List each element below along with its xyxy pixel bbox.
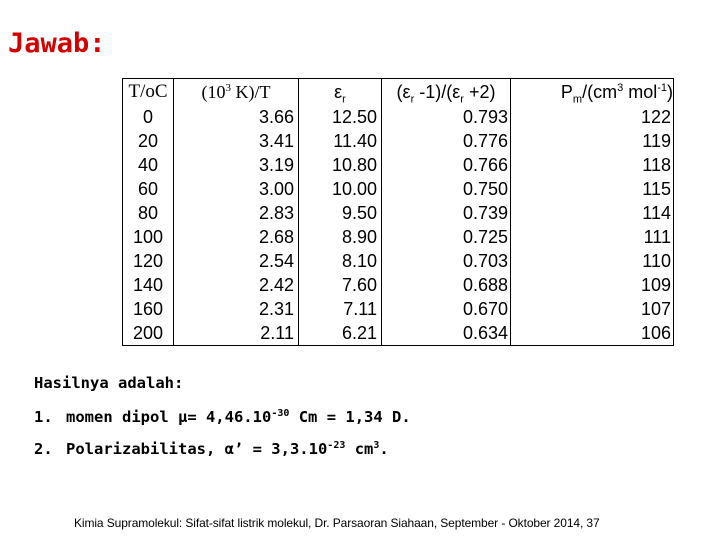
cell-clausius-ratio: 0.739 [382, 201, 511, 225]
cell-temperature: 80 [123, 201, 174, 225]
cell-inverse-temperature: 3.00 [258, 179, 294, 199]
cell-temperature: 120 [123, 249, 174, 273]
header-temperature: T/oC [123, 79, 174, 106]
cell-permittivity: 7.11 [299, 297, 382, 321]
table-header-row [123, 79, 674, 106]
cell-permittivity: 12.50 [299, 105, 382, 129]
cell-inverse-temperature: 2.42 [258, 275, 294, 295]
cell-clausius-ratio: 0.670 [382, 297, 511, 321]
cell-permittivity: 9.50 [299, 201, 382, 225]
table-row [123, 225, 674, 249]
table-row [123, 249, 674, 273]
cell-molar-polarization: 115 [511, 177, 674, 201]
cell-clausius-ratio: 0.766 [382, 153, 511, 177]
result-2-number: 2. [34, 440, 53, 458]
cell-temperature: 100 [123, 225, 174, 249]
cell-temperature: 20 [123, 129, 174, 153]
cell-temperature: 40 [123, 153, 174, 177]
cell-molar-polarization: 114 [511, 201, 674, 225]
data-table [122, 78, 674, 346]
table-row [123, 273, 674, 297]
cell-inverse-temperature: 2.11 [174, 321, 299, 346]
cell-clausius-ratio: 0.776 [382, 129, 511, 153]
cell-permittivity: 10.00 [299, 177, 382, 201]
results-section [34, 374, 411, 472]
cell-molar-polarization: 106 [511, 321, 674, 346]
table-row [123, 297, 674, 321]
cell-temperature: 60 [123, 177, 174, 201]
table-row [123, 129, 674, 153]
result-dipole-moment: 1. momen dipol $\mu= 4,46.10^{-30}$ Cm = 1,34 D. [34, 407, 411, 426]
cell-temperature: 160 [123, 297, 174, 321]
cell-inverse-temperature: 3.41 [258, 131, 294, 151]
cell-inverse-temperature: 2.83 [258, 203, 294, 223]
result-polarizability: 2. Polarizabilitas, α’ = $3,3.10^{-23}$ $cm^3$. [34, 439, 389, 458]
header-clausius-ratio: ($\varepsilon_r$ $-1)/(\varepsilon_r +2)$ [382, 79, 511, 106]
header-inverse-temperature: ($10^3$ K)/T [174, 79, 299, 106]
cell-inverse-temperature: 3.66 [258, 107, 294, 127]
cell-clausius-ratio: 0.634 [382, 321, 511, 346]
cell-molar-polarization: 122 [511, 105, 674, 129]
cell-temperature: 140 [123, 273, 174, 297]
result-1-number: 1. [34, 408, 53, 426]
cell-clausius-ratio: 0.703 [382, 249, 511, 273]
header-permittivity: $\varepsilon_r$ [299, 79, 382, 106]
cell-molar-polarization: 107 [511, 297, 674, 321]
cell-molar-polarization: 109 [511, 273, 674, 297]
table-row [123, 321, 674, 346]
table-row [123, 201, 674, 225]
cell-permittivity: 11.40 [299, 129, 382, 153]
cell-temperature: 200 [123, 321, 174, 346]
cell-molar-polarization: 111 [511, 225, 674, 249]
cell-clausius-ratio: 0.793 [382, 105, 511, 129]
slide-footer: Kimia Supramolekul: Sifat-sifat listrik molekul, Dr. Parsaoran Siahaan, September - Oktober 2014, 37 [74, 516, 600, 530]
cell-molar-polarization: 110 [511, 249, 674, 273]
slide-title: Jawab: [8, 28, 106, 59]
cell-permittivity: 6.21 [299, 321, 382, 346]
cell-inverse-temperature: 2.31 [258, 299, 294, 319]
cell-molar-polarization: 118 [511, 153, 674, 177]
cell-clausius-ratio: 0.750 [382, 177, 511, 201]
cell-permittivity: 10.80 [299, 153, 382, 177]
table-body [123, 105, 674, 346]
cell-permittivity: 7.60 [299, 273, 382, 297]
cell-clausius-ratio: 0.688 [382, 273, 511, 297]
header-molar-polarization: $P_m/(cm^3$ mol$^{-1}$) [511, 79, 674, 106]
cell-temperature: 0 [123, 105, 174, 129]
cell-inverse-temperature: 2.68 [258, 227, 294, 247]
cell-inverse-temperature: 3.19 [258, 155, 294, 175]
cell-permittivity: 8.90 [299, 225, 382, 249]
cell-permittivity: 8.10 [299, 249, 382, 273]
table-row [123, 153, 674, 177]
cell-inverse-temperature: 2.54 [258, 251, 294, 271]
cell-clausius-ratio: 0.725 [382, 225, 511, 249]
cell-molar-polarization: 119 [511, 129, 674, 153]
table-row [123, 105, 674, 129]
results-heading: Hasilnya adalah: [34, 374, 184, 392]
table-row [123, 177, 674, 201]
